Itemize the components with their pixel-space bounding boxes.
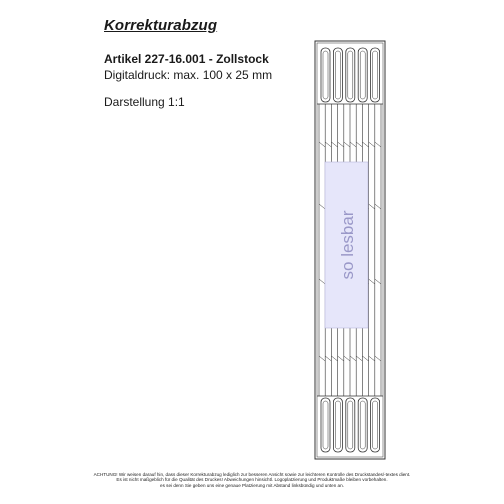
document-title: Korrekturabzug (104, 17, 218, 34)
folding-ruler-drawing (314, 40, 386, 460)
print-spec-line: Digitaldruck: max. 100 x 25 mm (104, 68, 273, 82)
disclaimer-line: Es ist nicht maßgeblich für die Qualität des Druckes! Abweichungen hinsichtl. Logoplatzierung und Produktmaße bleiben vorbehalten. (116, 477, 388, 483)
article-line: Artikel 227-16.001 - Zollstock (104, 52, 269, 66)
disclaimer-line: ACHTUNG! Wir weisen darauf hin, dass dieser Korrekturabzug lediglich zur besseren Ansicht sowie zur leichteren Kontrolle des Druckstandes/-textes dient. (93, 472, 411, 477)
scale-line: Darstellung 1:1 (104, 95, 185, 109)
disclaimer-line: es sei denn Sie geben uns eine genaue Platzierung mit Abstand linksbündig und unten an. (160, 482, 344, 488)
disclaimer-notice (60, 472, 444, 488)
print-area-text: so lesbar (338, 210, 357, 280)
